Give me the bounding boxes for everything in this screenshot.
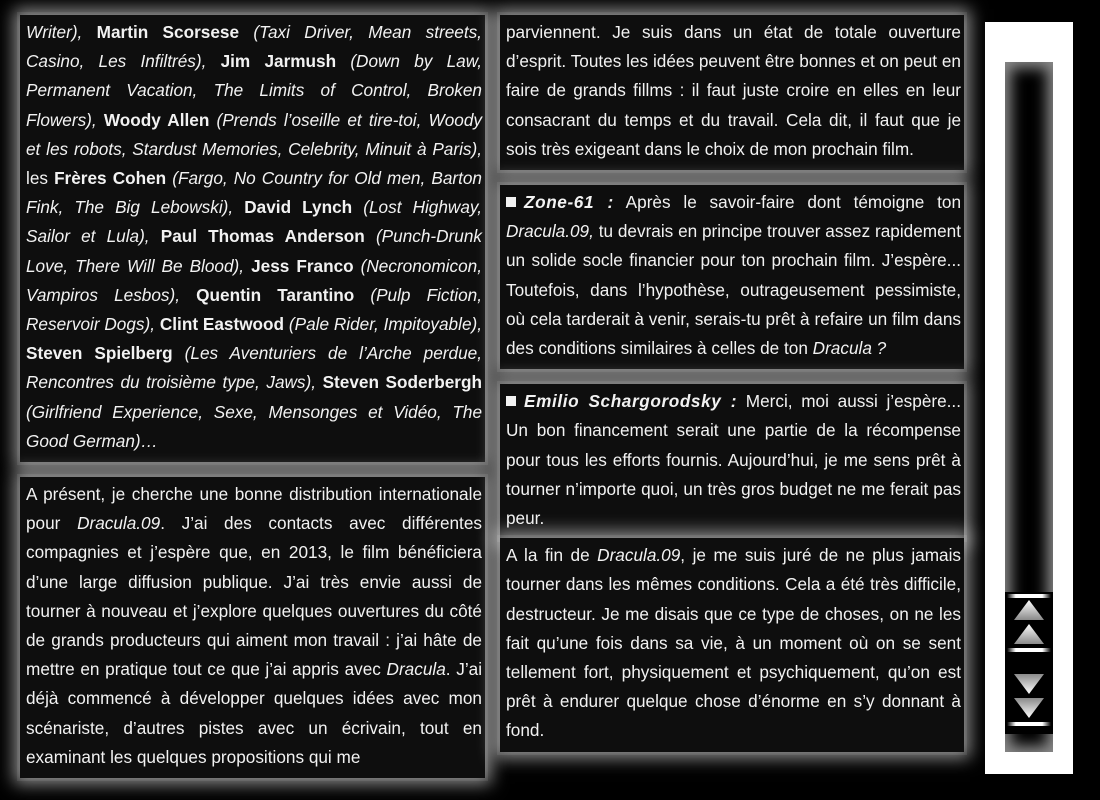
up-arrow-icon: [1013, 598, 1045, 622]
scroll-track[interactable]: [1005, 62, 1053, 752]
text-block-conditions: [506, 541, 961, 749]
right-column: [506, 18, 961, 778]
scroll-page-down-button[interactable]: [1013, 672, 1045, 696]
scroll-down-button[interactable]: [1013, 696, 1045, 720]
director-name: Quentin Tarantino: [196, 284, 355, 305]
film-list: (Pulp Fiction, Reservoir Dogs),: [26, 284, 482, 335]
film-list: (Necronomicon, Vampiros Lesbos),: [26, 255, 482, 305]
text: Après le savoir-faire dont témoigne ton: [613, 192, 961, 213]
director-name: Jim Jarmush: [220, 51, 337, 72]
text: . J’ai des contacts avec différentes compagnies et j’espère que, en 2013, le film bénéficiera d’une large diffusion publique. J’ai très envie aussi de tourner à nouveau et j’explore quelques ouvertures du côté de grands producteurs qui aiment mon travail : j’ai hâte de mettre en pratique tout ce que j’ai appris avec: [26, 513, 482, 680]
text: tu devrais en principe trouver assez rapidement un solide socle financier pour ton prochain film. J’espère... Toutefois, dans l’hypothèse, outrageusement pessimiste, où cela tarderait à venir, serais-tu prêt à refaire un film dans des conditions similaires à celles de ton: [506, 221, 961, 359]
film-list: (Pale Rider, Impitoyable),: [284, 314, 482, 335]
down-arrow-icon: [1013, 672, 1045, 696]
director-name: Frères Cohen: [54, 168, 167, 189]
film-list: (Taxi Driver, Mean streets, Casino, Les Infiltrés),: [26, 22, 482, 72]
text-block-openness: [506, 18, 961, 168]
scroll-controls: [1005, 592, 1053, 734]
director-name: Clint Eastwood: [159, 314, 285, 335]
divider-line: [1007, 722, 1051, 726]
text: Writer),: [26, 22, 97, 42]
scrollbar[interactable]: [985, 22, 1073, 774]
down-arrow-icon: [1013, 696, 1045, 720]
up-arrow-icon: [1013, 622, 1045, 646]
speaker-label: Zone-61 :: [524, 192, 614, 213]
scroll-up-button[interactable]: [1013, 598, 1045, 622]
director-name: David Lynch: [244, 197, 353, 218]
text-block-directors: [26, 18, 482, 460]
film-list: (Down by Law, Permanent Vacation, The Limits of Control, Broken Flowers),: [26, 51, 482, 130]
left-column: [26, 18, 482, 778]
film-list: (Prends l’oseille et tire-toi, Woody et les robots, Stardust Memories, Celebrity, Minuit à Paris),: [26, 109, 483, 159]
bullet-square-icon: [506, 197, 516, 207]
film-title: Dracula: [386, 659, 446, 680]
director-name: Woody Allen: [103, 109, 210, 130]
speaker-label: Emilio Schargorodsky :: [524, 391, 738, 412]
film-title: Dracula ?: [812, 338, 887, 359]
bullet-square-icon: [506, 396, 516, 406]
film-list: (Lost Highway, Sailor et Lula),: [26, 197, 482, 247]
text: A présent, je cherche une bonne distribution internationale pour: [26, 484, 482, 534]
director-name: Steven Spielberg: [26, 343, 173, 364]
film-title: Dracula.09: [77, 513, 161, 534]
film-title: Dracula.09: [597, 545, 681, 566]
text: . J’ai déjà commencé à développer quelques idées avec mon scénariste, d’autres pistes avec un écrivain, tout en examinant les quelques propositions qui me: [26, 659, 483, 767]
scroll-page-up-button[interactable]: [1013, 622, 1045, 646]
film-list: (Girlfriend Experience, Sexe, Mensonges et Vidéo, The Good German)…: [26, 401, 482, 451]
film-title: Dracula.09,: [506, 221, 594, 242]
text: Merci, moi aussi j’espère... Un bon financement serait une partie de la récompense pour tous les efforts fournis. Aujourd’hui, je me sens prêt à tourner n’importe quoi, un très gros budget ne me ferait pas peur.: [506, 391, 961, 529]
answer-emilio: [506, 387, 961, 537]
text: parviennent. Je suis dans un état de totale ouverture d’esprit. Toutes les idées peuvent être bonnes et on peut en faire de grands fillms : il faut juste croire en elles en leur consacrant du temps et du travail. Cela dit, il faut que je sois très exigeant dans le choix de mon prochain film.: [506, 22, 961, 159]
text: , je me suis juré de ne plus jamais tourner dans les mêmes conditions. Cela a été très difficile, destructeur. Je me disais que ce type de choses, on ne les fait qu’une fois dans sa vie, à un moment où on se sent tellement fort, physiquement et psychiquement, qu’on est prêt à endurer quelque chose d’énorme en s’y donnant à fond.: [506, 545, 961, 741]
director-name: Paul Thomas Anderson: [160, 226, 365, 247]
director-name: Jess Franco: [251, 255, 354, 276]
text: A la fin de: [506, 545, 598, 566]
text-block-distribution: [26, 480, 482, 776]
film-list: (Punch-Drunk Love, There Will Be Blood),: [26, 226, 482, 276]
divider-line: [1007, 648, 1051, 652]
director-name: Steven Soderbergh: [322, 372, 482, 393]
question-zone61: [506, 188, 961, 367]
film-list: (Fargo, No Country for Old men, Barton Fink, The Big Lebowski),: [26, 168, 482, 218]
director-name: Martin Scorsese: [96, 22, 239, 42]
text: les: [26, 168, 55, 189]
film-list: (Les Aventuriers de l’Arche perdue, Rencontres du troisième type, Jaws),: [26, 343, 482, 393]
